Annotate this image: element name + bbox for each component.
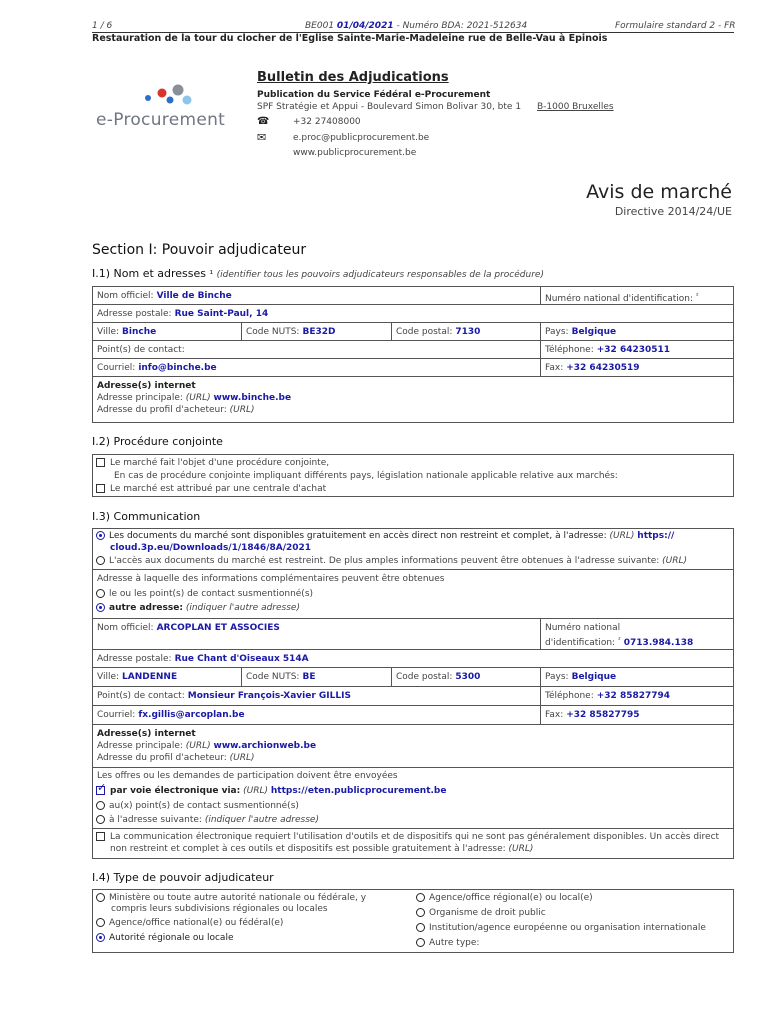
opt-text: Autre type: [429,938,480,948]
label: Point(s) de contact: [97,345,185,355]
opt-text: Agence/office national(e) ou fédéral(e) [109,918,284,928]
doc1-url-a[interactable]: https:// [637,531,675,541]
i1-nuts [241,322,392,341]
i1-internet [92,376,734,423]
value: Rue Saint-Paul, 14 [174,309,269,319]
i1-nat-id [540,286,734,305]
value: BE [302,672,316,682]
doc2-text: L'accès aux documents du marché est restreint. De plus amples informations peuvent être obtenues à l'adresse suivante: [109,556,660,566]
opt-text: à l'adresse suivante: [109,815,202,825]
i3-fax [540,705,734,725]
value: +32 85827795 [566,710,640,720]
i3-contact [92,686,541,706]
main-label: Adresse principale: [97,393,183,403]
i3-title: I.3) Communication [92,510,201,523]
url-tag: (URL) [185,393,211,403]
radio-icon[interactable] [96,815,105,824]
main-url[interactable]: www.archionweb.be [213,741,317,751]
opt-text: au(x) point(s) de contact susmentionné(s) [109,801,299,811]
opt-text: autre adresse: [109,603,183,613]
radio-icon[interactable] [96,801,105,810]
buyer-label: Adresse du profil d'acheteur: [97,753,227,763]
radio-selected-icon[interactable] [96,933,105,942]
i3-elec[interactable] [96,831,732,843]
checkbox-icon[interactable] [96,458,105,467]
value: Belgique [571,327,617,337]
value: +32 64230511 [596,345,671,355]
reference-line [305,21,527,31]
i4-left-2[interactable] [96,917,283,929]
publisher-phone: +32 27408000 [293,117,361,127]
value: Belgique [571,672,617,682]
phone-icon: ☎ [257,116,270,127]
i3-offers-opt2[interactable] [96,800,299,812]
i4-right-4[interactable] [416,937,479,949]
i3-elec-b [110,843,533,855]
radio-icon[interactable] [416,938,425,947]
label-b: d'identification: [545,638,616,648]
e-procurement-logo [96,80,226,130]
i1-phone [540,340,734,359]
opt-note: (indiquer l'autre adresse) [204,815,319,825]
label-a: Numéro national [545,623,621,633]
value[interactable]: fx.gillis@arcoplan.be [138,710,245,720]
buyer-label: Adresse du profil d'acheteur: [97,405,227,415]
label: Code postal: [396,672,453,682]
i2-opt1[interactable] [96,457,329,469]
url-tag: (URL) [185,741,211,751]
radio-icon[interactable] [416,923,425,932]
logo-dots-icon [96,80,226,110]
i3-info-opt1[interactable] [96,588,313,600]
i3-info-label: Adresse à laquelle des informations complémentaires peuvent être obtenues [97,574,445,584]
i3-official-name [92,618,541,650]
ref-date: 01/04/2021 [336,21,394,31]
label: Fax: [545,363,564,373]
i4-right-1[interactable] [416,892,593,904]
directive: Directive 2014/24/UE [614,205,732,218]
publisher-address: SPF Stratégie et Appui - Boulevard Simon Bolivar 30, bte 1 [257,102,522,112]
value: +32 64230519 [566,363,640,373]
label: Pays: [545,672,569,682]
publisher-email[interactable]: e.proc@publicprocurement.be [293,133,430,143]
i1-sup: ¹ [209,270,214,280]
radio-selected-icon[interactable] [96,531,105,540]
opt-text: par voie électronique via: [110,786,241,796]
opt-text: Autorité régionale ou locale [109,933,234,943]
i1-email [92,358,541,377]
publisher-web[interactable]: www.publicprocurement.be [293,148,417,158]
url-tag: (URL) [662,556,688,566]
label: Adresse postale: [97,654,172,664]
sup: ² [617,636,621,644]
mail-icon: ✉ [257,131,267,144]
value: Binche [122,327,157,337]
opt-text: Institution/agence européenne ou organisation internationale [429,923,706,933]
i1-note: (identifier tous les pouvoirs adjudicateurs responsables de la procédure) [216,270,544,280]
opt-text: Agence/office régional(e) ou local(e) [429,893,593,903]
elec-text-a: La communication électronique requiert l'utilisation d'outils et de dispositifs qui ne sont pas généralement disponibles. Un accès direct [110,832,720,842]
value: Rue Chant d'Oiseaux 514A [174,654,309,664]
label: Nom officiel: [97,291,154,301]
label: Courriel: [97,363,136,373]
radio-selected-icon[interactable] [96,603,105,612]
i1-official-name [92,286,541,305]
radio-icon[interactable] [416,893,425,902]
elec-text-b: non restreint et complet à ces outils et dispositifs est possible gratuitement à l'adresse: [110,844,506,854]
i4-right-2[interactable] [416,907,546,919]
checkbox-icon[interactable] [96,832,105,841]
value: BE32D [302,327,336,337]
doc1-text: Les documents du marché sont disponibles gratuitement en accès direct non restreint et complet, à l'adresse: [109,531,607,541]
i2-opt1-note: En cas de procédure conjointe impliquant différents pays, législation nationale applicable relative aux marchés: [114,471,618,481]
form-name: Formulaire standard 2 - FR [615,21,736,31]
label: Nom officiel: [97,623,154,633]
i3-phone [540,686,734,706]
value: +32 85827794 [596,691,671,701]
i3-city [92,667,242,687]
i3-offers-opt1[interactable] [96,785,446,797]
main-url[interactable]: www.binche.be [213,393,292,403]
url-tag: (URL) [243,786,268,796]
i2-opt2[interactable] [96,483,326,495]
i4-left-3[interactable] [96,932,233,944]
i2-title: I.2) Procédure conjointe [92,435,223,448]
radio-icon[interactable] [416,908,425,917]
label: Point(s) de contact: [97,691,185,701]
value: Ville de Binche [156,291,232,301]
project-title: Restauration de la tour du clocher de l'Eglise Sainte-Marie-Madeleine rue de Belle-Vau à Epinois [92,33,608,44]
i3-offers-label: Les offres ou les demandes de participation doivent être envoyées [97,771,398,781]
i4-title: I.4) Type de pouvoir adjudicateur [92,871,274,884]
value: Monsieur François-Xavier GILLIS [187,691,351,701]
ref-suffix: - Numéro BDA: 2021-512634 [396,21,528,31]
i1-country [540,322,734,341]
i3-email [92,705,541,725]
label: Téléphone: [545,345,594,355]
i3-nuts [241,667,392,687]
label: Courriel: [97,710,136,720]
radio-icon[interactable] [96,589,105,598]
label: Code NUTS: [246,327,300,337]
label: Code NUTS: [246,672,300,682]
i3-postal [92,649,734,668]
label: Adresse postale: [97,309,172,319]
doc1-url-b[interactable]: cloud.3p.eu/Downloads/1/1846/8A/2021 [110,543,312,553]
checkbox-checked-icon[interactable] [96,786,105,795]
i1-title-text: I.1) Nom et adresses [92,267,207,280]
i3-nat-id [540,618,734,650]
label: Ville: [97,327,120,337]
internet-label: Adresse(s) internet [97,381,196,391]
offers-url[interactable]: https://eten.publicprocurement.be [270,786,447,796]
i3-country [540,667,734,687]
i4-left-1b: compris leurs subdivisions régionales ou locales [111,904,328,914]
opt-text: le ou les point(s) de contact susmentionné(s) [109,589,314,599]
i3-zip [391,667,541,687]
page-number: 1 / 6 [92,21,113,31]
radio-icon[interactable] [96,918,105,927]
i1-fax [540,358,734,377]
sup: ² [695,292,699,300]
i3-offers-opt3[interactable] [96,814,319,826]
label: Téléphone: [545,691,594,701]
i3-info-opt2[interactable] [96,602,300,614]
label: Code postal: [396,327,453,337]
section-title: Section I: Pouvoir adjudicateur [92,242,307,258]
main-label: Adresse principale: [97,741,183,751]
opt-note: (indiquer l'autre adresse) [185,603,300,613]
i3-doc1[interactable] [96,530,726,542]
url-tag: (URL) [609,531,635,541]
i1-postal [92,304,734,323]
i1-contact [92,340,541,359]
value: LANDENNE [122,672,178,682]
label: Pays: [545,327,569,337]
i1-title [92,267,544,280]
label: Numéro national d'identification: [545,294,694,304]
logo-text: e-Procurement [96,110,226,130]
label: Ville: [97,672,120,682]
checkbox-icon[interactable] [96,484,105,493]
i1-city [92,322,242,341]
value[interactable]: info@binche.be [138,363,217,373]
value: 7130 [455,327,481,337]
value: 5300 [455,672,481,682]
bulletin-title: Bulletin des Adjudications [257,70,449,85]
i1-zip [391,322,541,341]
label: Fax: [545,710,564,720]
opt-text: Le marché est attribué par une centrale d'achat [110,484,327,494]
value: 0713.984.138 [623,638,694,648]
i3-doc2[interactable] [96,555,687,567]
buyer-url: (URL) [229,753,255,763]
opt-text: Organisme de droit public [429,908,546,918]
notice-title: Avis de marché [586,181,732,203]
value: ARCOPLAN ET ASSOCIES [156,623,280,633]
ref-prefix: BE001 [305,21,335,31]
internet-label: Adresse(s) internet [97,729,196,739]
publisher-city: B-1000 Bruxelles [537,102,614,112]
opt-text: Le marché fait l'objet d'une procédure conjointe, [110,458,330,468]
radio-icon[interactable] [96,556,105,565]
i4-right-3[interactable] [416,922,706,934]
opt-text: Ministère ou toute autre autorité nationale ou fédérale, y [109,893,367,903]
i3-internet [92,724,734,768]
buyer-url: (URL) [229,405,255,415]
url-tag: (URL) [508,844,534,854]
radio-icon[interactable] [96,893,105,902]
publisher: Publication du Service Fédéral e-Procurement [257,90,491,100]
